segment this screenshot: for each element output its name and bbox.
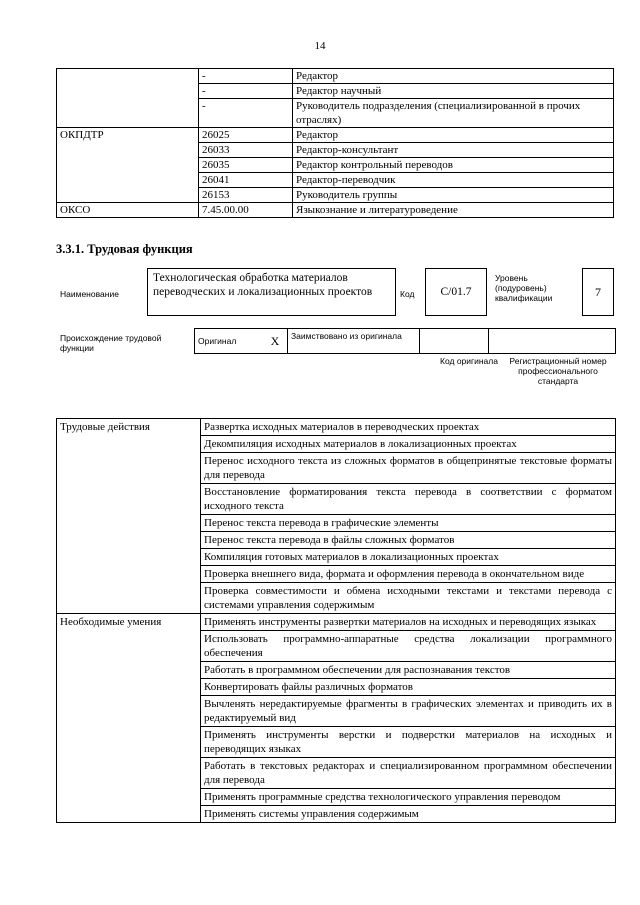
action-item: Декомпиляция исходных материалов в локализационных проектах <box>201 436 616 453</box>
occupation-cell: Редактор <box>293 69 614 84</box>
code-cell: - <box>199 99 293 128</box>
occupation-cell: Языкознание и литературоведение <box>293 203 614 218</box>
original-mark-cell <box>263 329 288 354</box>
action-item: Восстановление форматирования текста перевода в соответствии с форматом исходного текста <box>201 484 616 515</box>
code-cell: 26153 <box>199 188 293 203</box>
occupation-cell: Редактор контрольный переводов <box>293 158 614 173</box>
level-label: Уровень (подуровень) квалификации <box>495 273 553 303</box>
action-item: Перенос текста перевода в файлы сложных форматов <box>201 532 616 549</box>
table-row <box>57 419 616 436</box>
code-cell: 26033 <box>199 143 293 158</box>
skill-item: Использовать программно-аппаратные средства локализации программного обеспечения <box>201 631 616 662</box>
classifier-cell: ОКСО <box>57 203 199 218</box>
code-cell: 26025 <box>199 128 293 143</box>
reg-number-label: Регистрационный номер профессионального стандарта <box>509 356 607 386</box>
original-cell <box>195 329 264 354</box>
name-label: Наименование <box>60 289 119 299</box>
classifier-cell: ОКПДТР <box>57 128 199 203</box>
action-item: Перенос исходного текста из сложных форматов в общепринятые текстовые форматы для перевода <box>201 453 616 484</box>
code-cell: - <box>199 84 293 99</box>
borrowed-cell <box>288 329 420 354</box>
reg-number-cell <box>489 329 616 354</box>
code-label: Код <box>400 289 415 299</box>
skill-item: Применять инструменты верстки и подверстки материалов на исходных и переводящих языках <box>201 727 616 758</box>
skill-item: Работать в программном обеспечении для распознавания текстов <box>201 662 616 679</box>
occupation-cell: Руководитель подразделения (специализированной в прочих отраслях) <box>293 99 614 128</box>
action-item: Проверка внешнего вида, формата и оформления перевода в окончательном виде <box>201 566 616 583</box>
skill-item: Применять системы управления содержимым <box>201 806 616 823</box>
table-row <box>57 614 616 631</box>
section-title: 3.3.1. Трудовая функция <box>56 242 193 256</box>
code-cell: 26035 <box>199 158 293 173</box>
action-item: Проверка совместимости и обмена исходными текстами и текстами перевода с системами управления содержимым <box>201 583 616 614</box>
skill-item: Конвертировать файлы различных форматов <box>201 679 616 696</box>
labor-function-table <box>56 418 616 823</box>
code-cell: - <box>199 69 293 84</box>
skill-item: Применять программные средства технологического управления переводом <box>201 789 616 806</box>
borrowed-label: Заимствовано из оригинала <box>291 331 402 341</box>
code-cell: 7.45.00.00 <box>199 203 293 218</box>
codes-table <box>56 68 614 218</box>
skills-label: Необходимые умения <box>57 614 201 823</box>
orig-code-cell <box>420 329 489 354</box>
table-row <box>57 69 614 84</box>
occupation-cell: Руководитель группы <box>293 188 614 203</box>
original-label: Оригинал <box>198 336 237 346</box>
table-row <box>57 203 614 218</box>
skill-item: Вычленять нередактируемые фрагменты в графических элементах и приводить их в редактируемый вид <box>201 696 616 727</box>
occupation-cell: Редактор-консультант <box>293 143 614 158</box>
origin-table <box>194 328 616 354</box>
table-row <box>57 128 614 143</box>
level-box <box>582 268 614 316</box>
original-mark: X <box>270 334 280 348</box>
action-item: Компиляция готовых материалов в локализационных проектах <box>201 549 616 566</box>
page-number: 14 <box>314 40 326 52</box>
skill-item: Работать в текстовых редакторах и специализированном программном обеспечении для перевода <box>201 758 616 789</box>
function-name-box <box>147 268 396 316</box>
origin-label: Происхождение трудовой функции <box>60 333 162 353</box>
action-item: Развертка исходных материалов в переводческих проектах <box>201 419 616 436</box>
skill-item: Применять инструменты развертки материалов на исходных и переводящих языках <box>201 614 616 631</box>
code-cell: 26041 <box>199 173 293 188</box>
occupation-cell: Редактор-переводчик <box>293 173 614 188</box>
orig-code-label: Код оригинала <box>440 356 498 366</box>
occupation-cell: Редактор научный <box>293 84 614 99</box>
level-value: 7 <box>595 284 601 299</box>
actions-label: Трудовые действия <box>57 419 201 614</box>
function-code-box <box>425 268 487 316</box>
classifier-cell <box>57 69 199 128</box>
occupation-cell: Редактор <box>293 128 614 143</box>
function-code: C/01.7 <box>440 286 472 298</box>
action-item: Перенос текста перевода в графические элементы <box>201 515 616 532</box>
function-name: Технологическая обработка материалов переводческих и локализационных проектов <box>153 272 373 298</box>
